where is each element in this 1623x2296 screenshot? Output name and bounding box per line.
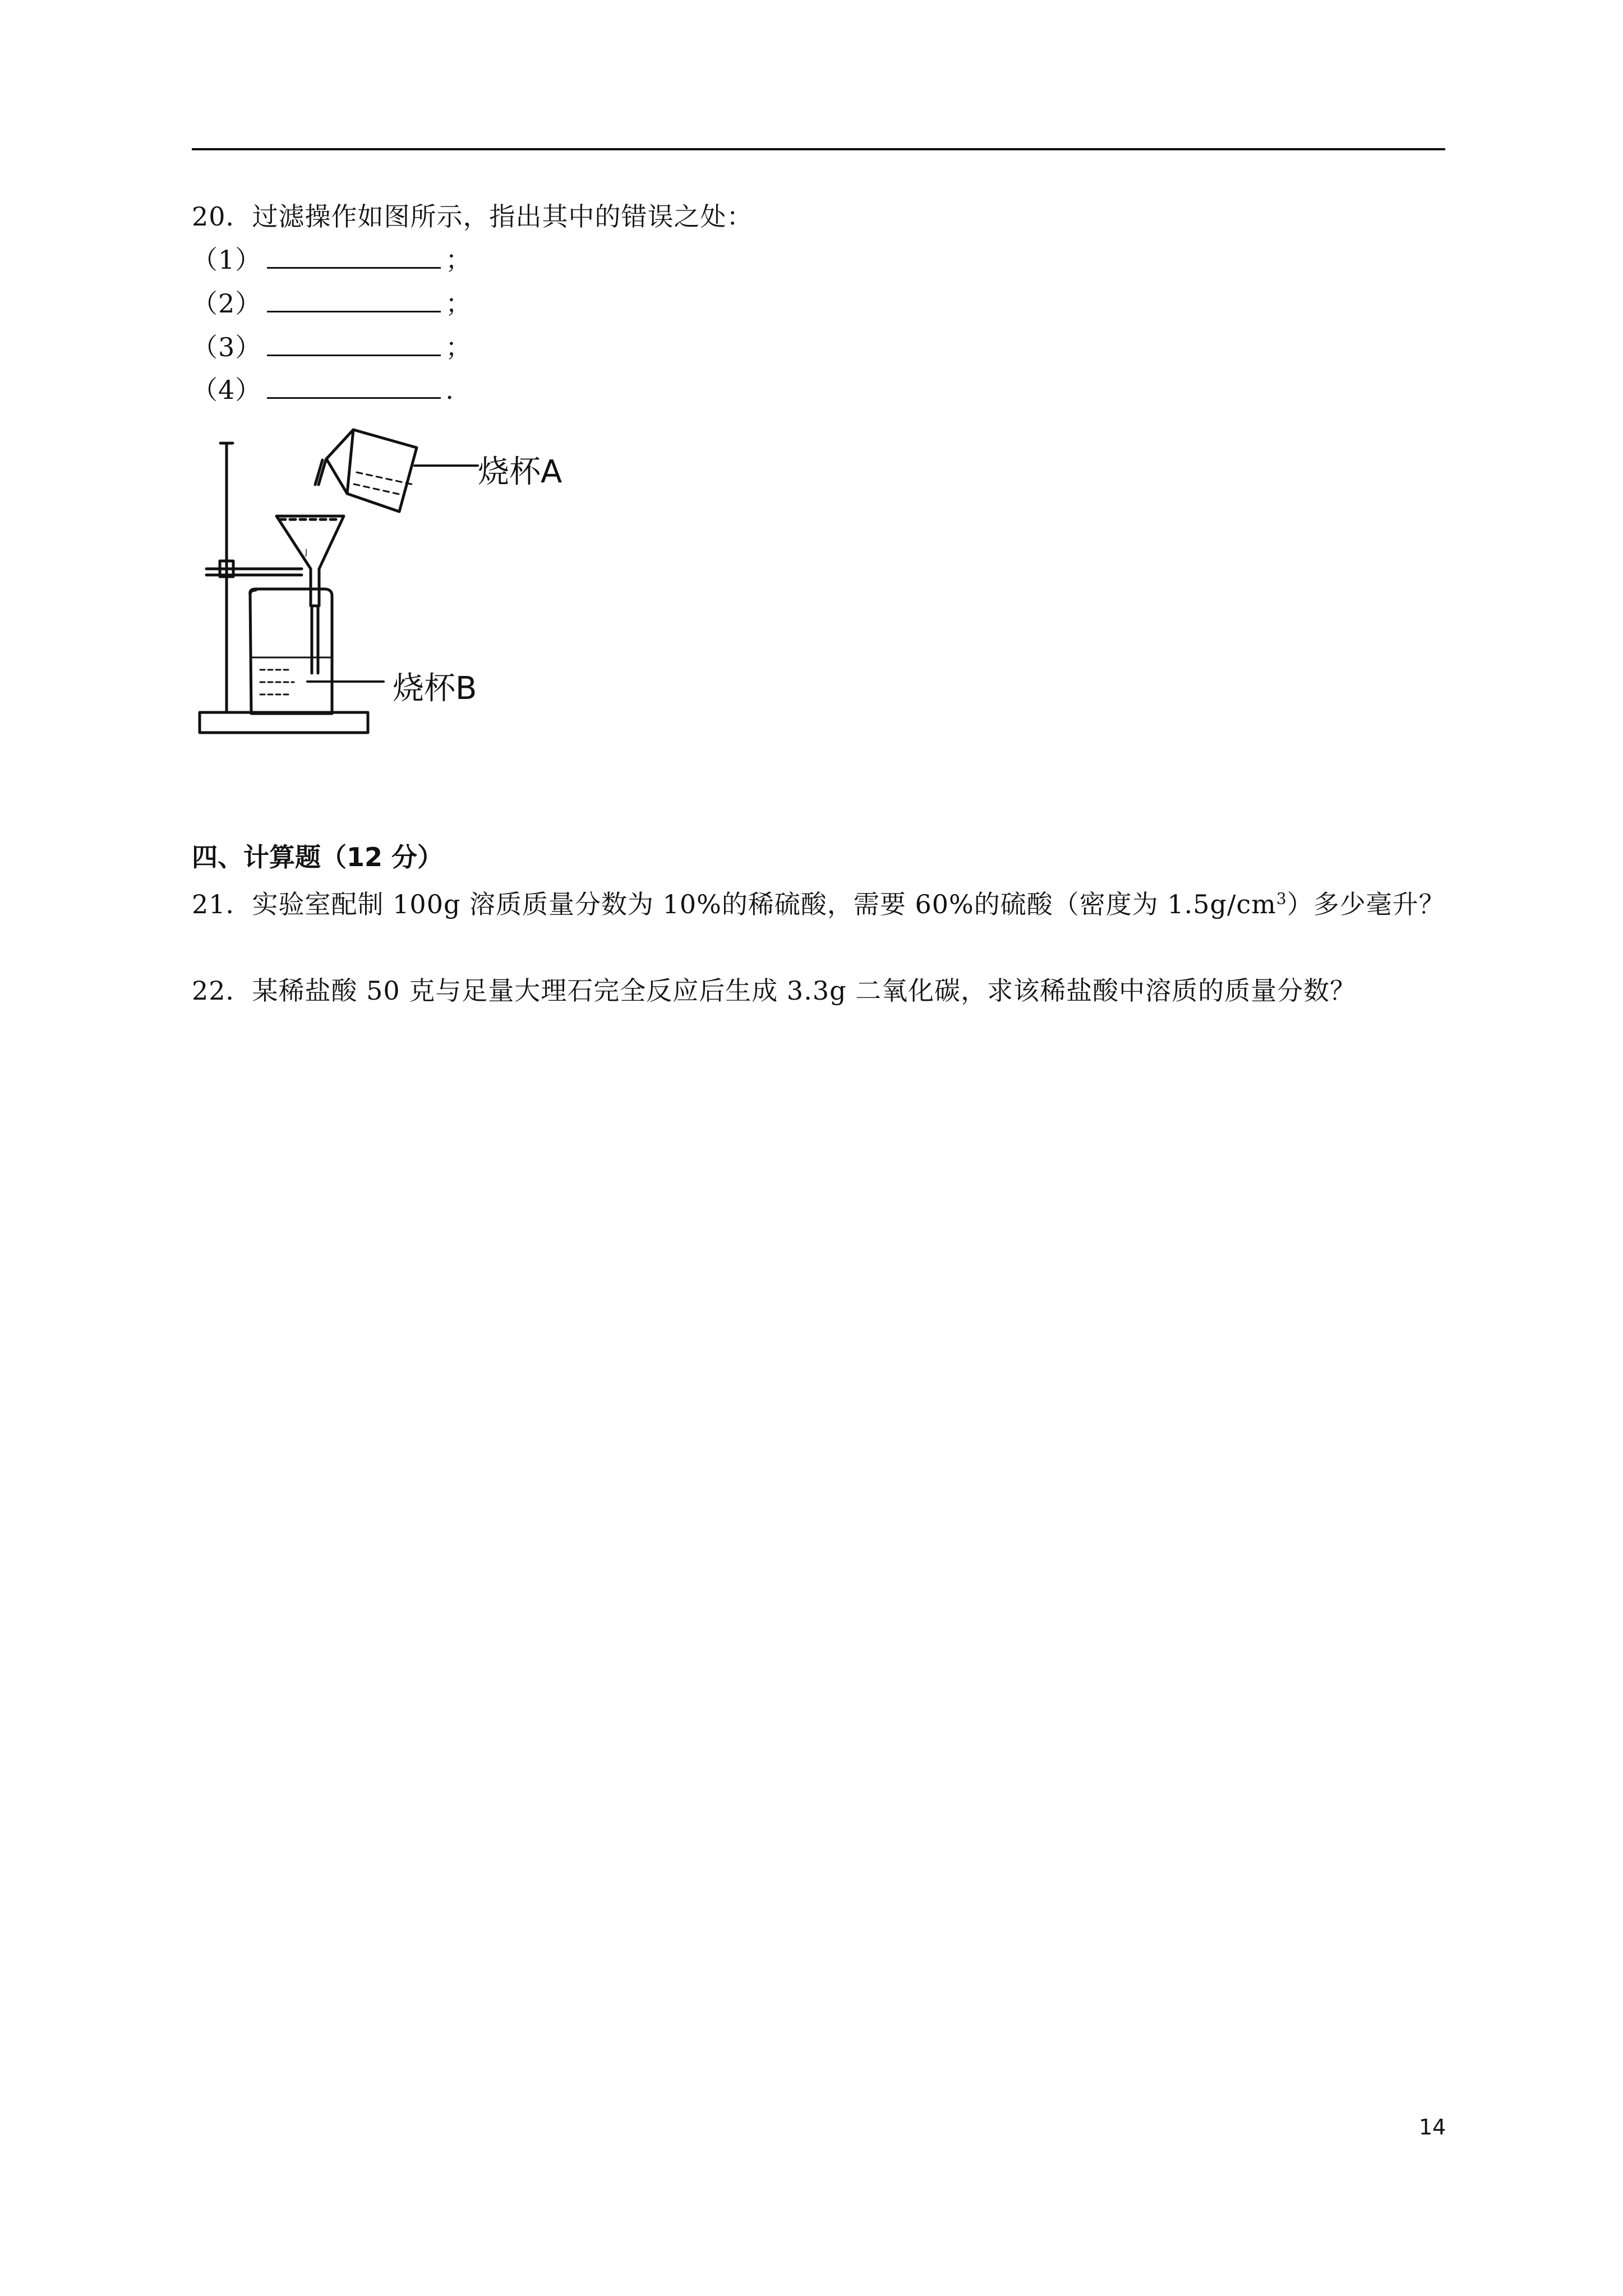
beaker-a-label: 烧杯A — [478, 454, 562, 490]
item-4-label: （4） — [192, 375, 262, 405]
beaker-a — [347, 430, 417, 512]
header-rule — [192, 148, 1445, 150]
item-2-end: ； — [445, 288, 472, 319]
item-3-label: （3） — [192, 332, 262, 362]
question-20-item-2 — [192, 286, 472, 320]
cubic-superscript: 3 — [1276, 889, 1287, 908]
page-number: 14 — [1419, 2115, 1446, 2139]
question-20-item-1 — [192, 242, 472, 277]
question-20-item-3 — [192, 330, 472, 364]
item-1-end: ； — [445, 245, 472, 275]
item-1-label: （1） — [192, 245, 262, 275]
svg-text:J: J — [305, 548, 308, 557]
question-20-prompt: 20．过滤操作如图所示，指出其中的错误之处： — [192, 201, 753, 232]
question-21 — [192, 887, 1445, 921]
funnel — [276, 516, 344, 606]
question-22: 22．某稀盐酸 50 克与足量大理石完全反应后生成 3.3g 二氧化碳，求该稀盐酸中溶质的质量分数？ — [192, 976, 1357, 1006]
item-2-label: （2） — [192, 288, 262, 319]
answer-blank-3[interactable] — [267, 330, 441, 356]
question-21-end: ）多少毫升？ — [1287, 889, 1445, 919]
stand-base — [200, 712, 368, 733]
answer-blank-4[interactable] — [267, 372, 441, 399]
beaker-b-label: 烧杯B — [393, 670, 477, 707]
section-4-title: 四、计算题（12 分） — [192, 842, 444, 872]
answer-blank-1[interactable] — [267, 242, 441, 269]
question-20-item-4 — [192, 372, 454, 407]
answer-blank-2[interactable] — [267, 286, 441, 312]
item-4-end: . — [445, 375, 454, 405]
item-3-end: ； — [445, 332, 472, 362]
question-21-main: 21．实验室配制 100g 溶质质量分数为 10%的稀硫酸，需要 60%的硫酸（密度为 1.5g/cm — [192, 889, 1276, 919]
